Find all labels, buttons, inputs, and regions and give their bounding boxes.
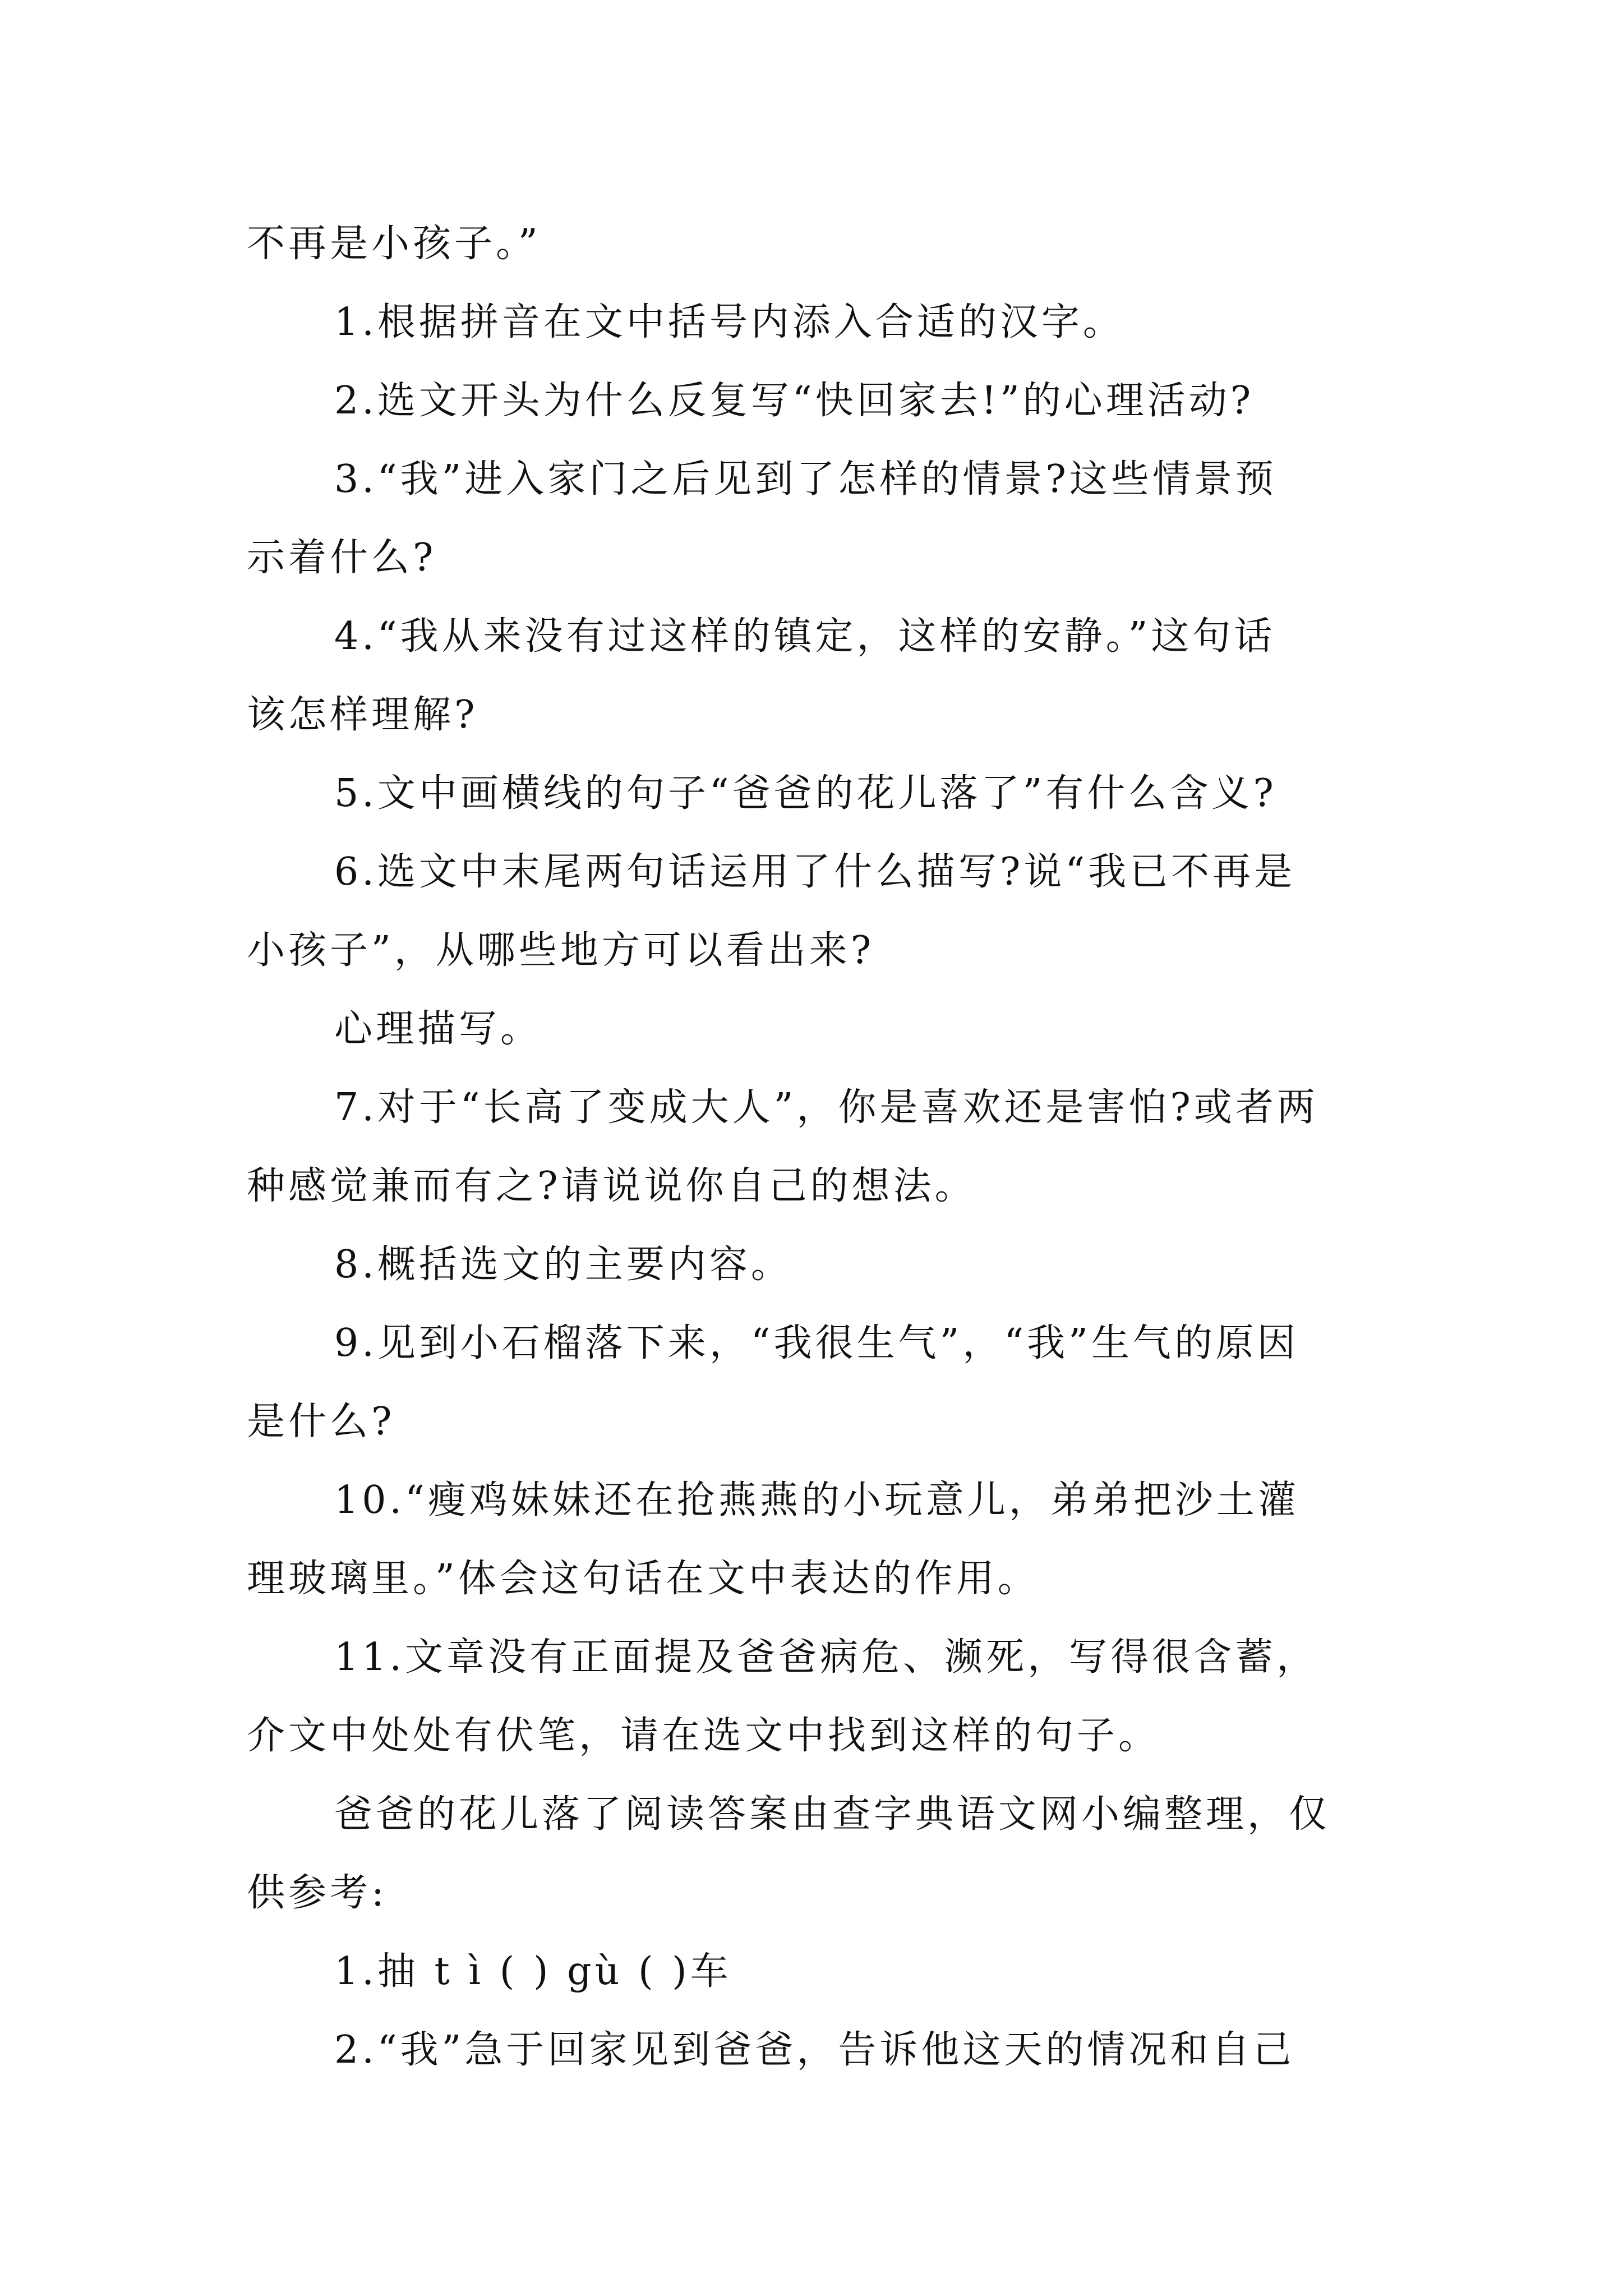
answer-1: 1.抽 t ì ( ) gù ( )车 <box>334 1949 732 1994</box>
question-1: 1.根据拼音在文中括号内添入合适的汉字。 <box>334 300 1124 344</box>
answer-2: 2.“我”急于回家见到爸爸，告诉他这天的情况和自己 <box>334 2028 1295 2072</box>
question-5: 5.文中画横线的句子“爸爸的花儿落了”有什么含义? <box>334 771 1277 816</box>
question-3: 3.“我”进入家门之后见到了怎样的情景?这些情景预 <box>334 457 1277 501</box>
question-11: 11.文章没有正面提及爸爸病危、濒死，写得很含蓄， <box>334 1635 1318 1680</box>
text-line: 理玻璃里。”体会这句话在文中表达的作用。 <box>247 1557 1039 1601</box>
question-9: 9.见到小石榴落下来，“我很生气”，“我”生气的原因 <box>334 1321 1299 1365</box>
question-2: 2.选文开头为什么反复写“快回家去!”的心理活动? <box>334 379 1255 423</box>
text-line: 是什么? <box>247 1400 395 1444</box>
question-10: 10.“瘦鸡妹妹还在抢燕燕的小玩意儿，弟弟把沙土灌 <box>334 1478 1299 1522</box>
answer-line: 心理描写。 <box>334 1007 542 1051</box>
text-line: 示着什么? <box>247 536 437 580</box>
text-line: 该怎样理解? <box>247 693 478 737</box>
text-line: 不再是小孩子。” <box>247 222 541 266</box>
text-line: 供参考: <box>247 1871 388 1915</box>
question-7: 7.对于“长高了变成大人”，你是喜欢还是害怕?或者两 <box>334 1085 1318 1130</box>
text-line: 种感觉兼而有之?请说说你自己的想法。 <box>247 1164 976 1208</box>
text-line: 小孩子”，从哪些地方可以看出来? <box>247 928 875 973</box>
question-6: 6.选文中末尾两句话运用了什么描写?说“我已不再是 <box>334 850 1296 894</box>
answer-intro: 爸爸的花儿落了阅读答案由查字典语文网小编整理，仅 <box>334 1792 1331 1837</box>
question-4: 4.“我从来没有过这样的镇定，这样的安静。”这句话 <box>334 614 1276 659</box>
question-8: 8.概括选文的主要内容。 <box>334 1243 792 1287</box>
text-line: 介文中处处有伏笔，请在选文中找到这样的句子。 <box>247 1714 1160 1758</box>
